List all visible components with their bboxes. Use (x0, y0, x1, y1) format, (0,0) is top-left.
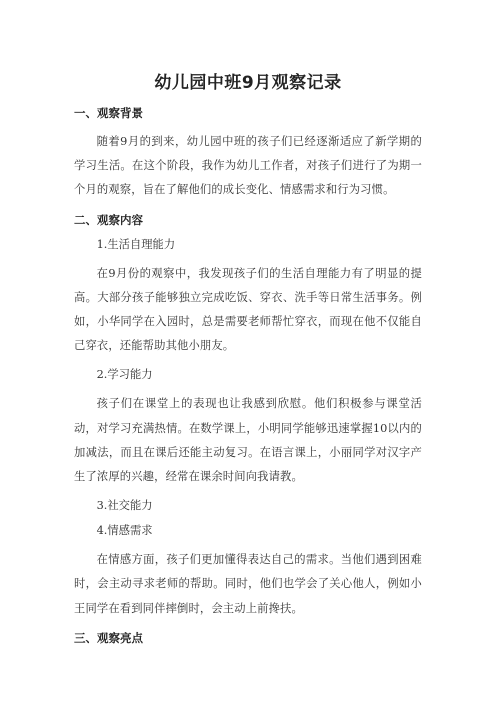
item-self-care-label: 1.生活自理能力 (96, 237, 176, 251)
item-social-label: 3.社交能力 (96, 499, 153, 513)
document-title: 幼儿园中班9月观察记录 (154, 73, 342, 93)
section-heading-highlights: 三、观察亮点 (74, 630, 143, 645)
section-heading-background: 一、观察背景 (74, 106, 143, 120)
section-heading-content: 二、观察内容 (74, 212, 143, 227)
document-body (74, 105, 422, 655)
item-learning-label: 2.学习能力 (96, 368, 153, 382)
item-self-care-paragraph: 在9月份的观察中，我发现孩子们的生活自理能力有了明显的提高。大部分孩子能够独立完成吃饭、穿衣、洗手等日常生活事务。例如，小华同学在入园时，总是需要老师帮忙穿衣，而现在他不仅能自己穿衣，还能帮助其他小朋友。 (74, 266, 422, 353)
background-paragraph: 随着9月的到来，幼儿园中班的孩子们已经逐渐适应了新学期的学习生活。在这个阶段，我作为幼儿工作者，对孩子们进行了为期一个月的观察，旨在了解他们的成长变化、情感需求和行为习惯。 (74, 135, 422, 197)
item-emotion-paragraph: 在情感方面，孩子们更加懂得表达自己的需求。当他们遇到困难时，会主动寻求老师的帮助。同时，他们也学会了关心他人，例如小王同学在看到同伴摔倒时，会主动上前搀扶。 (74, 553, 422, 615)
item-learning-paragraph: 孩子们在课堂上的表现也让我感到欣慰。他们积极参与课堂活动，对学习充满热情。在数学课上，小明同学能够迅速掌握10以内的加减法，而且在课后还能主动复习。在语言课上，小丽同学对汉字产生了浓厚的兴趣，经常在课余时间向我请教。 (74, 397, 422, 484)
item-emotion-label: 4.情感需求 (96, 524, 153, 538)
